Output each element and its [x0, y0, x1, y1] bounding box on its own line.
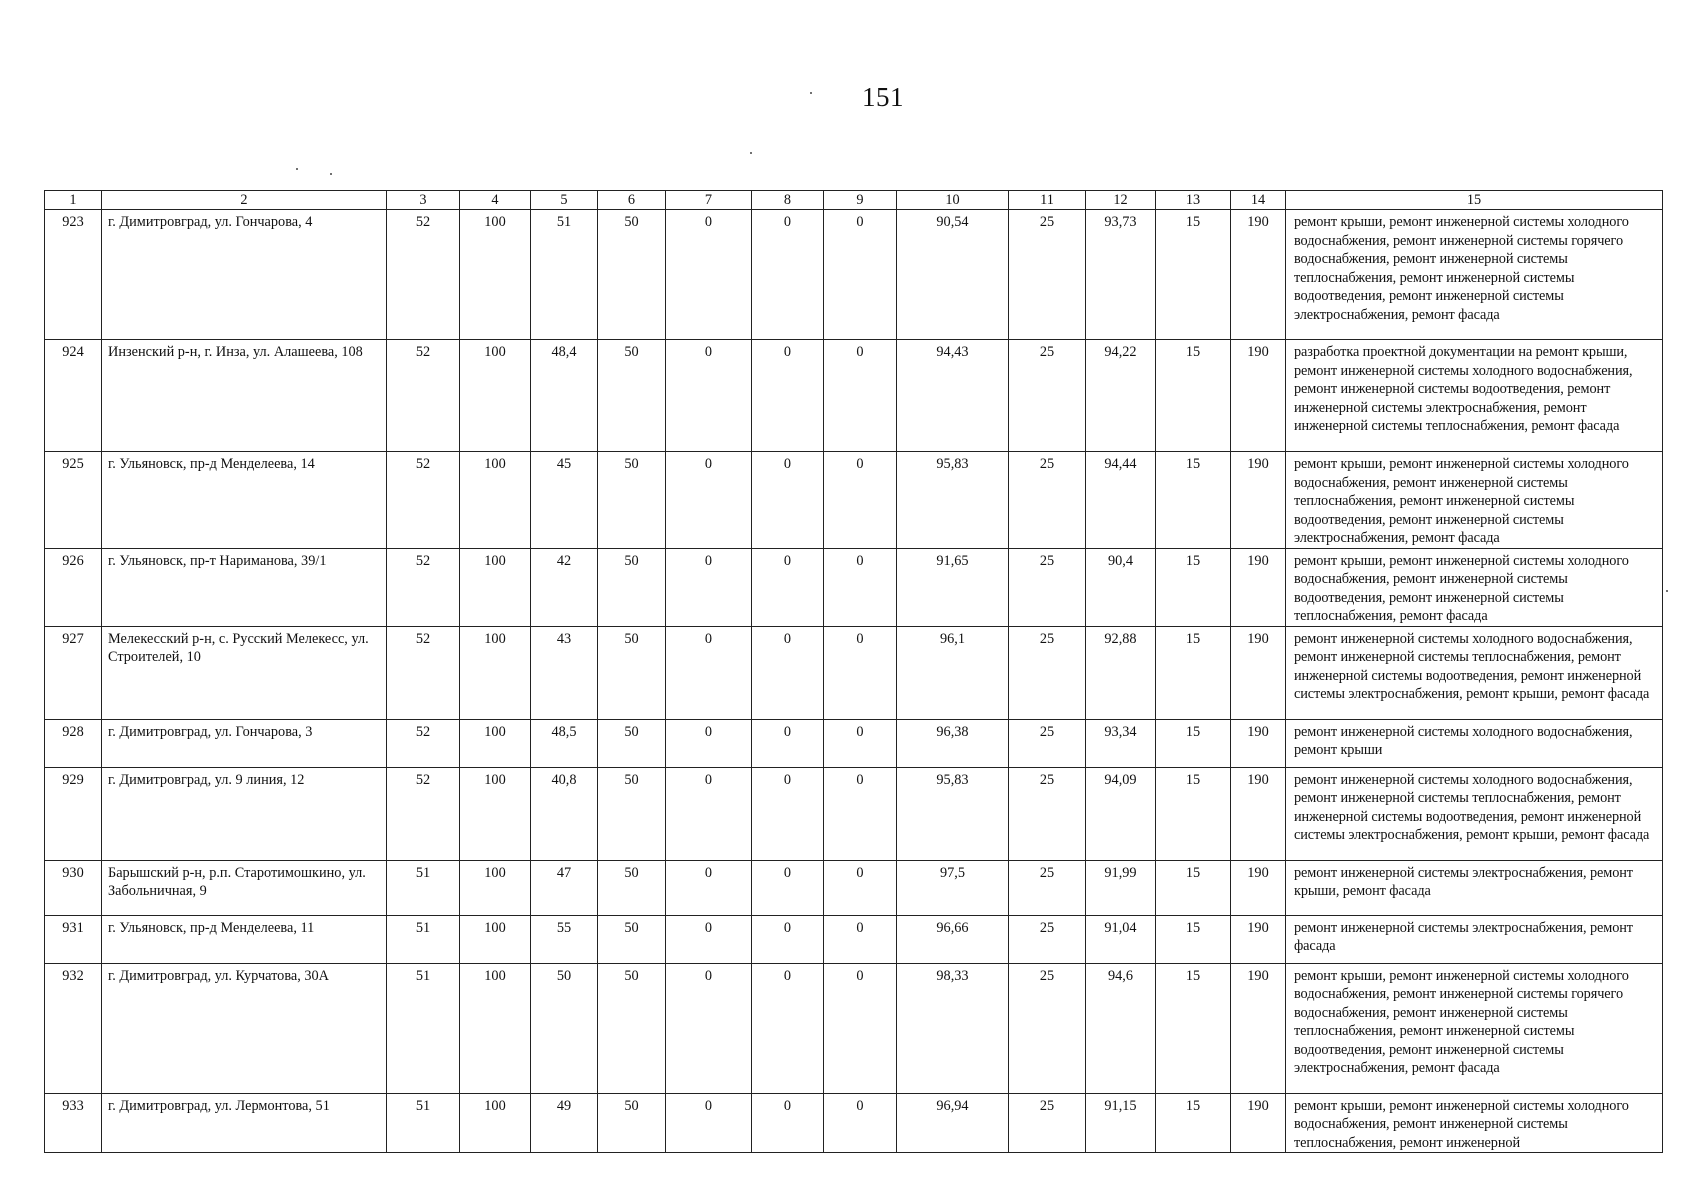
address-cell: Барышский р-н, р.п. Старотимошкино, ул. Забольничная, 9 — [102, 860, 387, 915]
address-cell: г. Димитровград, ул. Гончарова, 3 — [102, 719, 387, 767]
scan-artifact — [296, 168, 298, 170]
cell-col-13: 15 — [1156, 340, 1231, 452]
cell-col-6: 50 — [598, 210, 666, 340]
table-row — [45, 340, 1663, 452]
row-number-cell: 931 — [45, 915, 102, 963]
row-number-cell: 926 — [45, 548, 102, 626]
cell-col-8: 0 — [752, 452, 824, 549]
cell-col-5: 42 — [531, 548, 598, 626]
cell-col-6: 50 — [598, 963, 666, 1093]
column-header-15: 15 — [1286, 191, 1663, 210]
cell-col-6: 50 — [598, 767, 666, 860]
cell-col-7: 0 — [666, 963, 752, 1093]
cell-col-12: 91,04 — [1086, 915, 1156, 963]
cell-col-12: 94,09 — [1086, 767, 1156, 860]
address-cell: Инзенский р-н, г. Инза, ул. Алашеева, 108 — [102, 340, 387, 452]
column-header-10: 10 — [897, 191, 1009, 210]
cell-col-12: 94,44 — [1086, 452, 1156, 549]
cell-col-14: 190 — [1231, 548, 1286, 626]
cell-col-8: 0 — [752, 719, 824, 767]
address-cell: г. Димитровград, ул. Лермонтова, 51 — [102, 1093, 387, 1153]
cell-col-12: 94,6 — [1086, 963, 1156, 1093]
cell-col-8: 0 — [752, 860, 824, 915]
cell-col-3: 52 — [387, 626, 460, 719]
cell-col-11: 25 — [1009, 915, 1086, 963]
cell-col-6: 50 — [598, 860, 666, 915]
table-row — [45, 767, 1663, 860]
column-header-3: 3 — [387, 191, 460, 210]
column-header-2: 2 — [102, 191, 387, 210]
cell-col-11: 25 — [1009, 210, 1086, 340]
cell-col-3: 52 — [387, 767, 460, 860]
works-list-cell: ремонт инженерной системы холодного водоснабжения, ремонт инженерной системы теплоснабжения, ремонт инженерной системы водоотведения, ремонт инженерной системы электроснабжения, ремонт крыши, ремонт фасада — [1286, 626, 1663, 719]
cell-col-11: 25 — [1009, 548, 1086, 626]
data-table — [44, 190, 1663, 1153]
works-list-cell: ремонт инженерной системы холодного водоснабжения, ремонт инженерной системы теплоснабжения, ремонт инженерной системы водоотведения, ремонт инженерной системы электроснабжения, ремонт крыши, ремонт фасада — [1286, 767, 1663, 860]
cell-col-13: 15 — [1156, 452, 1231, 549]
cell-col-11: 25 — [1009, 860, 1086, 915]
cell-col-10: 98,33 — [897, 963, 1009, 1093]
row-number-cell: 932 — [45, 963, 102, 1093]
column-header-7: 7 — [666, 191, 752, 210]
cell-col-4: 100 — [460, 210, 531, 340]
column-header-14: 14 — [1231, 191, 1286, 210]
cell-col-4: 100 — [460, 963, 531, 1093]
page-number: 151 — [862, 82, 904, 112]
cell-col-7: 0 — [666, 452, 752, 549]
cell-col-14: 190 — [1231, 1093, 1286, 1153]
cell-col-6: 50 — [598, 340, 666, 452]
column-header-12: 12 — [1086, 191, 1156, 210]
cell-col-9: 0 — [824, 963, 897, 1093]
cell-col-3: 51 — [387, 963, 460, 1093]
table-row — [45, 963, 1663, 1093]
works-list-cell: ремонт крыши, ремонт инженерной системы холодного водоснабжения, ремонт инженерной системы теплоснабжения, ремонт инженерной — [1286, 1093, 1663, 1153]
scan-artifact — [750, 152, 752, 154]
cell-col-8: 0 — [752, 548, 824, 626]
cell-col-10: 96,38 — [897, 719, 1009, 767]
cell-col-9: 0 — [824, 915, 897, 963]
cell-col-6: 50 — [598, 626, 666, 719]
cell-col-8: 0 — [752, 767, 824, 860]
table-row — [45, 210, 1663, 340]
cell-col-13: 15 — [1156, 1093, 1231, 1153]
cell-col-7: 0 — [666, 548, 752, 626]
column-header-11: 11 — [1009, 191, 1086, 210]
cell-col-10: 91,65 — [897, 548, 1009, 626]
cell-col-13: 15 — [1156, 210, 1231, 340]
cell-col-7: 0 — [666, 210, 752, 340]
column-header-9: 9 — [824, 191, 897, 210]
cell-col-12: 90,4 — [1086, 548, 1156, 626]
column-header-5: 5 — [531, 191, 598, 210]
cell-col-6: 50 — [598, 452, 666, 549]
cell-col-4: 100 — [460, 719, 531, 767]
cell-col-9: 0 — [824, 340, 897, 452]
cell-col-8: 0 — [752, 210, 824, 340]
cell-col-8: 0 — [752, 340, 824, 452]
cell-col-4: 100 — [460, 626, 531, 719]
cell-col-6: 50 — [598, 1093, 666, 1153]
cell-col-5: 45 — [531, 452, 598, 549]
cell-col-5: 49 — [531, 1093, 598, 1153]
cell-col-5: 40,8 — [531, 767, 598, 860]
address-cell: г. Ульяновск, пр-д Менделеева, 11 — [102, 915, 387, 963]
row-number-cell: 933 — [45, 1093, 102, 1153]
column-header-6: 6 — [598, 191, 666, 210]
cell-col-10: 96,1 — [897, 626, 1009, 719]
cell-col-5: 55 — [531, 915, 598, 963]
cell-col-14: 190 — [1231, 719, 1286, 767]
cell-col-13: 15 — [1156, 767, 1231, 860]
table-row — [45, 719, 1663, 767]
cell-col-7: 0 — [666, 1093, 752, 1153]
cell-col-8: 0 — [752, 626, 824, 719]
cell-col-4: 100 — [460, 767, 531, 860]
cell-col-3: 51 — [387, 1093, 460, 1153]
cell-col-14: 190 — [1231, 626, 1286, 719]
cell-col-11: 25 — [1009, 719, 1086, 767]
cell-col-11: 25 — [1009, 963, 1086, 1093]
cell-col-4: 100 — [460, 1093, 531, 1153]
cell-col-14: 190 — [1231, 860, 1286, 915]
cell-col-9: 0 — [824, 548, 897, 626]
table-row — [45, 626, 1663, 719]
address-cell: г. Димитровград, ул. Курчатова, 30А — [102, 963, 387, 1093]
cell-col-11: 25 — [1009, 340, 1086, 452]
scan-artifact — [1666, 590, 1668, 592]
table-row — [45, 1093, 1663, 1153]
cell-col-11: 25 — [1009, 626, 1086, 719]
cell-col-13: 15 — [1156, 860, 1231, 915]
cell-col-5: 47 — [531, 860, 598, 915]
cell-col-3: 52 — [387, 719, 460, 767]
cell-col-6: 50 — [598, 719, 666, 767]
column-header-1: 1 — [45, 191, 102, 210]
cell-col-8: 0 — [752, 963, 824, 1093]
cell-col-14: 190 — [1231, 210, 1286, 340]
cell-col-10: 90,54 — [897, 210, 1009, 340]
cell-col-14: 190 — [1231, 767, 1286, 860]
works-list-cell: разработка проектной документации на ремонт крыши, ремонт инженерной системы холодного водоснабжения, ремонт инженерной системы водоотведения, ремонт инженерной системы электроснабжения, ремонт инженерной системы теплоснабжения, ремонт фасада — [1286, 340, 1663, 452]
cell-col-3: 52 — [387, 210, 460, 340]
cell-col-5: 48,5 — [531, 719, 598, 767]
cell-col-9: 0 — [824, 860, 897, 915]
cell-col-6: 50 — [598, 548, 666, 626]
scan-artifact — [330, 173, 332, 175]
scan-artifact — [810, 92, 812, 94]
cell-col-12: 93,34 — [1086, 719, 1156, 767]
cell-col-9: 0 — [824, 767, 897, 860]
table-row — [45, 915, 1663, 963]
cell-col-7: 0 — [666, 767, 752, 860]
address-cell: г. Димитровград, ул. 9 линия, 12 — [102, 767, 387, 860]
cell-col-7: 0 — [666, 340, 752, 452]
cell-col-6: 50 — [598, 915, 666, 963]
cell-col-12: 91,99 — [1086, 860, 1156, 915]
cell-col-10: 96,66 — [897, 915, 1009, 963]
cell-col-13: 15 — [1156, 626, 1231, 719]
table-row — [45, 860, 1663, 915]
cell-col-14: 190 — [1231, 340, 1286, 452]
address-cell: г. Димитровград, ул. Гончарова, 4 — [102, 210, 387, 340]
data-table-container — [44, 190, 1662, 1153]
cell-col-11: 25 — [1009, 767, 1086, 860]
cell-col-5: 48,4 — [531, 340, 598, 452]
address-cell: Мелекесский р-н, с. Русский Мелекесс, ул. Строителей, 10 — [102, 626, 387, 719]
cell-col-10: 95,83 — [897, 452, 1009, 549]
cell-col-3: 52 — [387, 452, 460, 549]
cell-col-5: 50 — [531, 963, 598, 1093]
works-list-cell: ремонт крыши, ремонт инженерной системы холодного водоснабжения, ремонт инженерной системы водоотведения, ремонт инженерной системы теплоснабжения, ремонт фасада — [1286, 548, 1663, 626]
column-header-8: 8 — [752, 191, 824, 210]
cell-col-12: 91,15 — [1086, 1093, 1156, 1153]
cell-col-9: 0 — [824, 1093, 897, 1153]
cell-col-7: 0 — [666, 915, 752, 963]
row-number-cell: 929 — [45, 767, 102, 860]
cell-col-8: 0 — [752, 915, 824, 963]
cell-col-4: 100 — [460, 915, 531, 963]
row-number-cell: 924 — [45, 340, 102, 452]
column-header-4: 4 — [460, 191, 531, 210]
cell-col-7: 0 — [666, 626, 752, 719]
works-list-cell: ремонт крыши, ремонт инженерной системы холодного водоснабжения, ремонт инженерной системы горячего водоснабжения, ремонт инженерной системы теплоснабжения, ремонт инженерной системы водоотведения, ремонт инженерной системы электроснабжения, ремонт фасада — [1286, 210, 1663, 340]
cell-col-3: 52 — [387, 340, 460, 452]
table-row — [45, 452, 1663, 549]
cell-col-5: 43 — [531, 626, 598, 719]
cell-col-11: 25 — [1009, 1093, 1086, 1153]
row-number-cell: 930 — [45, 860, 102, 915]
table-body — [45, 210, 1663, 1153]
cell-col-13: 15 — [1156, 963, 1231, 1093]
cell-col-14: 190 — [1231, 915, 1286, 963]
cell-col-7: 0 — [666, 719, 752, 767]
works-list-cell: ремонт крыши, ремонт инженерной системы холодного водоснабжения, ремонт инженерной системы теплоснабжения, ремонт инженерной системы водоотведения, ремонт инженерной системы электроснабжения, ремонт фасада — [1286, 452, 1663, 549]
row-number-cell: 923 — [45, 210, 102, 340]
cell-col-10: 94,43 — [897, 340, 1009, 452]
cell-col-9: 0 — [824, 210, 897, 340]
cell-col-9: 0 — [824, 452, 897, 549]
row-number-cell: 925 — [45, 452, 102, 549]
cell-col-3: 52 — [387, 548, 460, 626]
cell-col-8: 0 — [752, 1093, 824, 1153]
works-list-cell: ремонт крыши, ремонт инженерной системы холодного водоснабжения, ремонт инженерной системы горячего водоснабжения, ремонт инженерной системы теплоснабжения, ремонт инженерной системы водоотведения, ремонт инженерной системы электроснабжения, ремонт фасада — [1286, 963, 1663, 1093]
works-list-cell: ремонт инженерной системы электроснабжения, ремонт крыши, ремонт фасада — [1286, 860, 1663, 915]
cell-col-14: 190 — [1231, 452, 1286, 549]
table-header-row — [45, 191, 1663, 210]
row-number-cell: 927 — [45, 626, 102, 719]
cell-col-13: 15 — [1156, 719, 1231, 767]
cell-col-4: 100 — [460, 860, 531, 915]
cell-col-10: 97,5 — [897, 860, 1009, 915]
cell-col-3: 51 — [387, 915, 460, 963]
cell-col-5: 51 — [531, 210, 598, 340]
cell-col-13: 15 — [1156, 915, 1231, 963]
cell-col-9: 0 — [824, 626, 897, 719]
cell-col-10: 95,83 — [897, 767, 1009, 860]
cell-col-11: 25 — [1009, 452, 1086, 549]
cell-col-7: 0 — [666, 860, 752, 915]
cell-col-12: 94,22 — [1086, 340, 1156, 452]
address-cell: г. Ульяновск, пр-д Менделеева, 14 — [102, 452, 387, 549]
works-list-cell: ремонт инженерной системы электроснабжения, ремонт фасада — [1286, 915, 1663, 963]
cell-col-4: 100 — [460, 340, 531, 452]
column-header-13: 13 — [1156, 191, 1231, 210]
cell-col-9: 0 — [824, 719, 897, 767]
cell-col-12: 92,88 — [1086, 626, 1156, 719]
row-number-cell: 928 — [45, 719, 102, 767]
cell-col-13: 15 — [1156, 548, 1231, 626]
table-row — [45, 548, 1663, 626]
cell-col-12: 93,73 — [1086, 210, 1156, 340]
address-cell: г. Ульяновск, пр-т Нариманова, 39/1 — [102, 548, 387, 626]
cell-col-4: 100 — [460, 548, 531, 626]
cell-col-3: 51 — [387, 860, 460, 915]
cell-col-14: 190 — [1231, 963, 1286, 1093]
cell-col-4: 100 — [460, 452, 531, 549]
cell-col-10: 96,94 — [897, 1093, 1009, 1153]
works-list-cell: ремонт инженерной системы холодного водоснабжения, ремонт крыши — [1286, 719, 1663, 767]
